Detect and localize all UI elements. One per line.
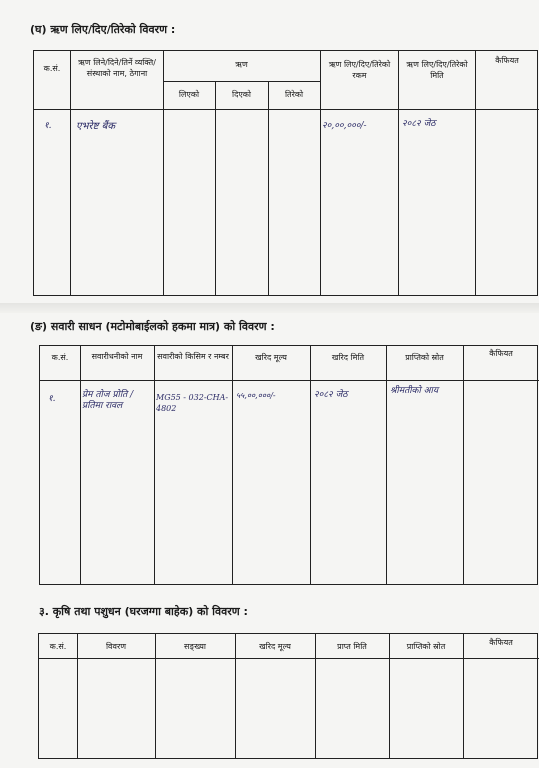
agri-header-desc: विवरण [105,642,127,651]
loan-section-title: (घ) ऋण लिए/दिए/तिरेको विवरण : [30,23,176,36]
loan-row-sn: १. [44,121,52,131]
vehicle-header-remarks: कैफियत [489,349,513,358]
loan-header-remarks: कैफियत [495,56,519,65]
loan-row-date: २०८२ जेठ [402,119,436,129]
loan-header-date: ऋण लिए/दिए/तिरेको मिति [406,60,468,80]
vehicle-row-date: २०८२ जेठ [314,390,348,400]
vehicle-section-title: (ङ) सवारी साधन (मटोमोबाईलको हकमा मात्र) को विवरण : [30,320,275,333]
vehicle-row-sn: १. [48,394,56,404]
agri-header-date: प्राप्त मिति [337,642,367,651]
agri-table [38,633,538,759]
loan-header-loan: ऋण [235,60,248,69]
vehicle-header-type: सवारीको किसिम र नम्बर [157,352,229,361]
agri-header-count: सङ्ख्या [184,642,206,651]
vehicle-header-source: प्राप्तिको स्रोत [405,353,444,362]
agri-header-price: खरिद मूल्य [259,642,291,651]
agri-section-title: ३. कृषि तथा पशुधन (घरजग्गा बाहेक) को विवरण : [39,605,248,618]
vehicle-row-source: श्रीमतीको आय [390,386,439,396]
loan-row-amount: २०,००,०००/- [322,121,367,131]
agri-header-sn: क.सं. [49,642,67,651]
vehicle-table [39,345,538,585]
vehicle-header-price: खरिद मूल्य [255,353,287,362]
agri-header-source: प्राप्तिको स्रोत [406,642,446,651]
loan-header-sn: क.सं. [43,64,61,73]
vehicle-header-sn: क.सं. [51,353,69,362]
loan-header-amount: ऋण लिए/दिए/तिरेको रकम [328,60,391,80]
loan-table [33,50,538,296]
vehicle-header-date: खरिद मिति [331,353,365,362]
loan-row-person: एभरेष्ट बैंक [76,121,116,132]
vehicle-row-type: MG55 - 032-CHA-4802 [156,393,229,413]
loan-header-paid: तिरेको [284,90,304,99]
loan-header-person: ऋण लिने/दिने/तिर्ने व्यक्ति/संस्थाको नाम, ठेगाना [78,58,156,78]
vehicle-row-price: ५५,००,०००/- [236,391,276,400]
loan-header-given: दिएको [232,90,251,99]
vehicle-header-owner: सवारीधनीको नाम [91,352,143,361]
agri-header-remarks: कैफियत [489,638,513,647]
vehicle-row-owner: प्रेम तोज प्रोति / प्रतिमा रावल [82,390,134,411]
loan-header-taken: लिएको [178,90,200,99]
